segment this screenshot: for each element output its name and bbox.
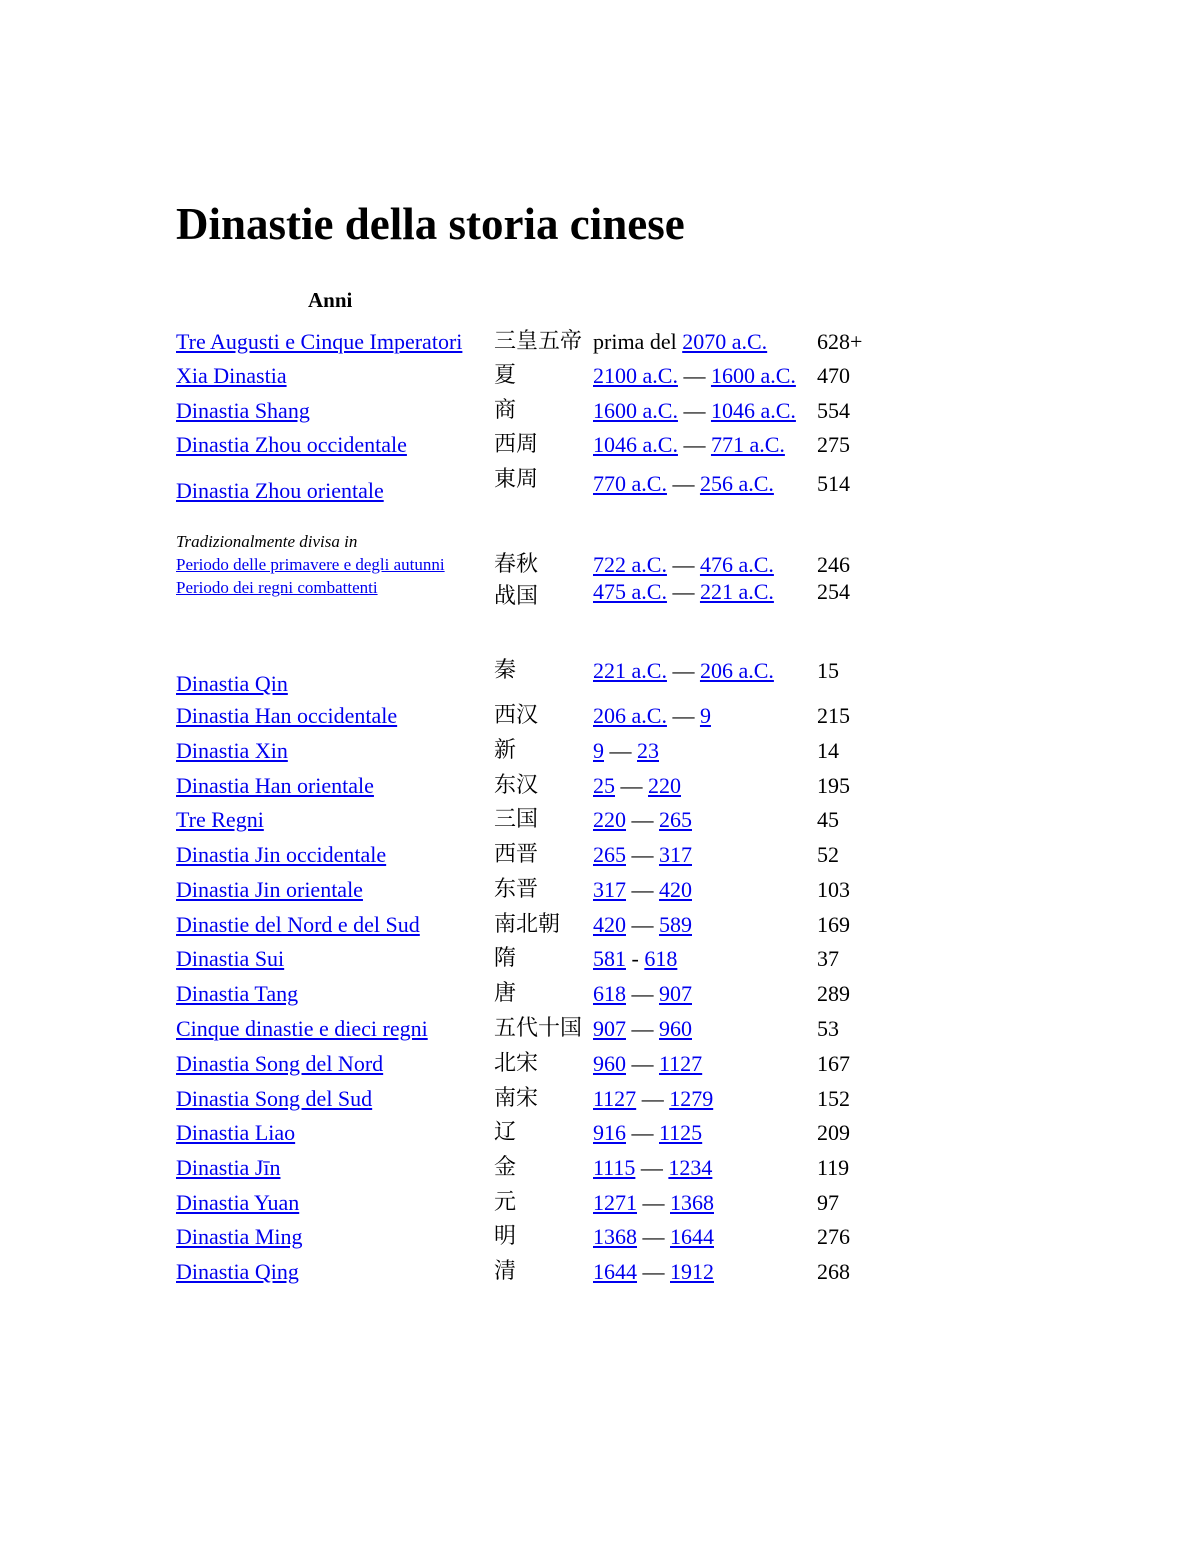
dynasty-link[interactable]: Dinastia Yuan — [176, 1190, 300, 1215]
dynasty-link[interactable]: Dinastia Jīn — [176, 1155, 281, 1180]
year-separator: — — [640, 1155, 663, 1180]
dynasty-years — [593, 910, 692, 940]
dynasty-duration: 195 — [817, 773, 850, 798]
sub-period-link[interactable]: Periodo dei regni combattenti — [176, 578, 378, 597]
dynasty-link[interactable]: Cinque dinastie e dieci regni — [176, 1016, 428, 1041]
year-end-link[interactable]: 1234 — [668, 1155, 713, 1180]
year-end-link[interactable]: 2070 a.C. — [682, 329, 768, 354]
dynasty-link[interactable]: Dinastia Tang — [176, 981, 299, 1006]
dynasty-link[interactable]: Dinastia Qin — [176, 671, 288, 696]
year-end-link[interactable]: 256 a.C. — [699, 471, 774, 496]
year-end-link[interactable]: 220 — [648, 773, 681, 798]
dynasty-years — [593, 1014, 692, 1044]
year-start-link[interactable]: 916 — [593, 1120, 626, 1145]
dynasty-link[interactable]: Dinastia Zhou orientale — [176, 478, 384, 503]
dynasty-hanzi: 金 — [494, 1155, 517, 1180]
year-separator: — — [672, 703, 695, 728]
dynasty-hanzi: 隋 — [494, 946, 517, 971]
year-separator: — — [631, 1120, 654, 1145]
year-end-link[interactable]: 1046 a.C. — [710, 398, 796, 423]
dynasty-duration: 215 — [817, 703, 850, 728]
year-start-link[interactable]: 1046 a.C. — [593, 432, 678, 457]
dynasty-hanzi: 清 — [494, 1259, 517, 1284]
dynasty-duration: 628+ — [817, 329, 863, 354]
year-start-link[interactable]: 475 a.C. — [593, 579, 667, 604]
sub-period-duration: 246 — [817, 552, 850, 577]
year-start-link[interactable]: 9 — [593, 738, 604, 763]
year-start-link[interactable]: 960 — [593, 1051, 626, 1076]
year-end-link[interactable]: 1125 — [659, 1120, 703, 1145]
year-end-link[interactable]: 1127 — [659, 1051, 703, 1076]
dynasty-duration: 15 — [817, 658, 839, 683]
dynasty-years — [593, 327, 767, 357]
year-start-link[interactable]: 618 — [593, 981, 626, 1006]
year-end-link[interactable]: 317 — [659, 842, 692, 867]
years-column-header: Anni — [308, 288, 353, 312]
year-start-link[interactable]: 1127 — [593, 1086, 637, 1111]
year-start-link[interactable]: 1600 a.C. — [593, 398, 678, 423]
dynasty-hanzi: 北宋 — [494, 1051, 539, 1076]
dynasty-duration: 554 — [817, 398, 850, 423]
year-separator: — — [631, 807, 654, 832]
year-separator: — — [642, 1224, 665, 1249]
year-start-link[interactable]: 317 — [593, 877, 626, 902]
dynasty-link[interactable]: Tre Regni — [176, 807, 264, 832]
year-start-link[interactable]: 1115 — [593, 1155, 636, 1180]
dynasty-hanzi: 辽 — [494, 1120, 517, 1145]
dynasty-duration: 103 — [817, 877, 850, 902]
dynasty-hanzi: 南北朝 — [494, 912, 561, 937]
year-separator: — — [631, 1051, 654, 1076]
dynasty-years — [593, 469, 774, 499]
dynasty-hanzi: 唐 — [494, 981, 517, 1006]
before-prefix: prima del — [593, 329, 677, 354]
dynasty-duration: 14 — [817, 738, 839, 763]
year-start-link[interactable]: 221 a.C. — [593, 658, 667, 683]
dynasty-duration: 514 — [817, 471, 850, 496]
dynasty-years — [593, 979, 692, 1009]
dynasty-years — [593, 656, 774, 686]
dynasty-years — [593, 1153, 712, 1183]
year-separator: — — [672, 658, 695, 683]
sub-period-hanzi: 春秋 — [494, 552, 539, 577]
year-end-link[interactable]: 618 — [644, 946, 678, 971]
dynasty-hanzi: 商 — [494, 398, 517, 423]
dynasty-hanzi: 五代十国 — [494, 1016, 583, 1041]
year-separator: — — [631, 1016, 654, 1041]
sub-period-years — [593, 551, 774, 579]
year-start-link[interactable]: 206 a.C. — [593, 703, 667, 728]
year-end-link[interactable]: 1912 — [670, 1259, 714, 1284]
dynasty-duration: 152 — [817, 1086, 850, 1111]
sub-period-hanzi: 战国 — [494, 584, 539, 609]
year-end-link[interactable]: 23 — [637, 738, 659, 763]
dynasty-hanzi: 东汉 — [494, 773, 539, 798]
year-start-link[interactable]: 1368 — [593, 1224, 637, 1249]
year-separator: — — [642, 1190, 665, 1215]
year-separator: — — [672, 552, 695, 577]
year-separator: — — [631, 842, 654, 867]
dynasty-link[interactable]: Xia Dinastia — [176, 363, 287, 388]
sub-period-duration: 254 — [817, 579, 850, 604]
dynasty-years — [593, 701, 711, 731]
year-end-link[interactable]: 1644 — [670, 1224, 714, 1249]
dynasty-hanzi: 西周 — [494, 432, 539, 457]
dynasty-years — [593, 875, 692, 905]
dynasty-duration: 52 — [817, 842, 839, 867]
dynasty-hanzi: 西晋 — [494, 842, 539, 867]
year-end-link[interactable]: 589 — [659, 912, 692, 937]
year-separator: — — [683, 398, 706, 423]
dynasty-hanzi: 三皇五帝 — [494, 329, 583, 354]
dynasty-years — [593, 396, 796, 426]
dynasty-hanzi: 秦 — [494, 658, 517, 683]
year-end-link[interactable]: 206 a.C. — [699, 658, 774, 683]
dynasty-duration: 119 — [817, 1155, 850, 1180]
year-end-link[interactable]: 1279 — [669, 1086, 714, 1111]
dynasty-link[interactable]: Dinastia Han occidentale — [176, 703, 398, 728]
page-title: Dinastie della storia cinese — [176, 199, 685, 249]
year-separator: — — [631, 877, 654, 902]
dynasty-years — [593, 736, 659, 766]
dynasty-years — [593, 1222, 714, 1252]
dynasty-link[interactable]: Dinastia Jin occidentale — [176, 842, 387, 867]
year-end-link[interactable]: 771 a.C. — [710, 432, 785, 457]
year-start-link[interactable]: 220 — [593, 807, 626, 832]
year-end-link[interactable]: 960 — [659, 1016, 692, 1041]
year-start-link[interactable]: 265 — [593, 842, 626, 867]
dynasty-hanzi: 東周 — [494, 467, 539, 492]
dynasty-link[interactable]: Dinastia Shang — [176, 398, 310, 423]
dynasty-link[interactable]: Dinastia Han orientale — [176, 773, 374, 798]
dynasty-link[interactable]: Dinastia Qing — [176, 1259, 299, 1284]
dynasty-years — [593, 771, 681, 801]
dynasty-link[interactable]: Dinastia Jin orientale — [176, 877, 363, 902]
year-end-link[interactable]: 1600 a.C. — [710, 363, 796, 388]
dynasty-link[interactable]: Dinastia Ming — [176, 1224, 303, 1249]
year-separator: — — [672, 579, 695, 604]
dynasty-years — [593, 1257, 714, 1287]
dynasty-duration: 268 — [817, 1259, 850, 1284]
year-start-link[interactable]: 581 — [593, 946, 626, 971]
dynasty-years — [593, 840, 692, 870]
dynasty-duration: 470 — [817, 363, 850, 388]
dynasty-years — [593, 430, 785, 460]
dynasty-years — [593, 361, 796, 391]
dynasty-hanzi: 东晋 — [494, 877, 539, 902]
dynasty-duration: 37 — [817, 946, 839, 971]
year-start-link[interactable]: 770 a.C. — [593, 471, 667, 496]
dynasty-duration: 167 — [817, 1051, 850, 1076]
dynasty-years — [593, 1084, 713, 1114]
year-end-link[interactable]: 1368 — [670, 1190, 714, 1215]
year-end-link[interactable]: 476 a.C. — [699, 552, 774, 577]
dynasty-hanzi: 南宋 — [494, 1086, 539, 1111]
year-start-link[interactable]: 722 a.C. — [593, 552, 667, 577]
dynasty-duration: 97 — [817, 1190, 839, 1215]
sub-period-years — [593, 578, 774, 606]
dynasty-years — [593, 1049, 702, 1079]
dynasty-link[interactable]: Dinastia Song del Nord — [176, 1051, 384, 1076]
year-separator: — — [631, 912, 654, 937]
dynasty-link[interactable]: Dinastie del Nord e del Sud — [176, 912, 420, 937]
dynasty-hanzi: 新 — [494, 738, 517, 763]
dynasty-link[interactable]: Dinastia Liao — [176, 1120, 296, 1145]
dynasty-hanzi: 夏 — [494, 363, 517, 388]
year-end-link[interactable]: 265 — [659, 807, 692, 832]
year-start-link[interactable]: 907 — [593, 1016, 626, 1041]
dynasty-link[interactable]: Dinastia Sui — [176, 946, 285, 971]
year-start-link[interactable]: 1644 — [593, 1259, 637, 1284]
dynasty-link[interactable]: Dinastia Song del Sud — [176, 1086, 373, 1111]
dynasty-years — [593, 1118, 702, 1148]
dynasty-link[interactable]: Tre Augusti e Cinque Imperatori — [176, 329, 463, 354]
year-separator: — — [683, 363, 706, 388]
dynasty-years — [593, 1188, 714, 1218]
year-separator: — — [683, 432, 706, 457]
dynasty-duration: 169 — [817, 912, 850, 937]
dynasty-hanzi: 明 — [494, 1224, 517, 1249]
year-end-link[interactable]: 9 — [699, 703, 711, 728]
year-separator: - — [631, 946, 639, 971]
dynasty-duration: 209 — [817, 1120, 850, 1145]
year-start-link[interactable]: 25 — [593, 773, 615, 798]
year-end-link[interactable]: 221 a.C. — [699, 579, 774, 604]
year-separator: — — [641, 1086, 664, 1111]
year-separator: — — [631, 981, 654, 1006]
year-start-link[interactable]: 1271 — [593, 1190, 637, 1215]
year-separator: — — [609, 738, 632, 763]
dynasty-duration: 289 — [817, 981, 850, 1006]
sub-period-link[interactable]: Periodo delle primavere e degli autunni — [176, 555, 445, 574]
year-end-link[interactable]: 420 — [659, 877, 692, 902]
year-start-link[interactable]: 2100 a.C. — [593, 363, 678, 388]
dynasty-duration: 276 — [817, 1224, 850, 1249]
traditional-division-note: Tradizionalmente divisa in — [176, 532, 358, 551]
dynasty-years — [593, 944, 677, 974]
dynasty-link[interactable]: Dinastia Zhou occidentale — [176, 432, 407, 457]
dynasty-hanzi: 元 — [494, 1190, 517, 1215]
year-separator: — — [620, 773, 643, 798]
year-separator: — — [642, 1259, 665, 1284]
dynasty-link[interactable]: Dinastia Xin — [176, 738, 288, 763]
dynasty-duration: 45 — [817, 807, 839, 832]
year-start-link[interactable]: 420 — [593, 912, 626, 937]
year-end-link[interactable]: 907 — [659, 981, 692, 1006]
dynasty-hanzi: 西汉 — [494, 703, 539, 728]
dynasty-duration: 275 — [817, 432, 850, 457]
dynasty-years — [593, 805, 692, 835]
dynasty-duration: 53 — [817, 1016, 839, 1041]
dynasty-hanzi: 三国 — [494, 807, 539, 832]
year-separator: — — [672, 471, 695, 496]
